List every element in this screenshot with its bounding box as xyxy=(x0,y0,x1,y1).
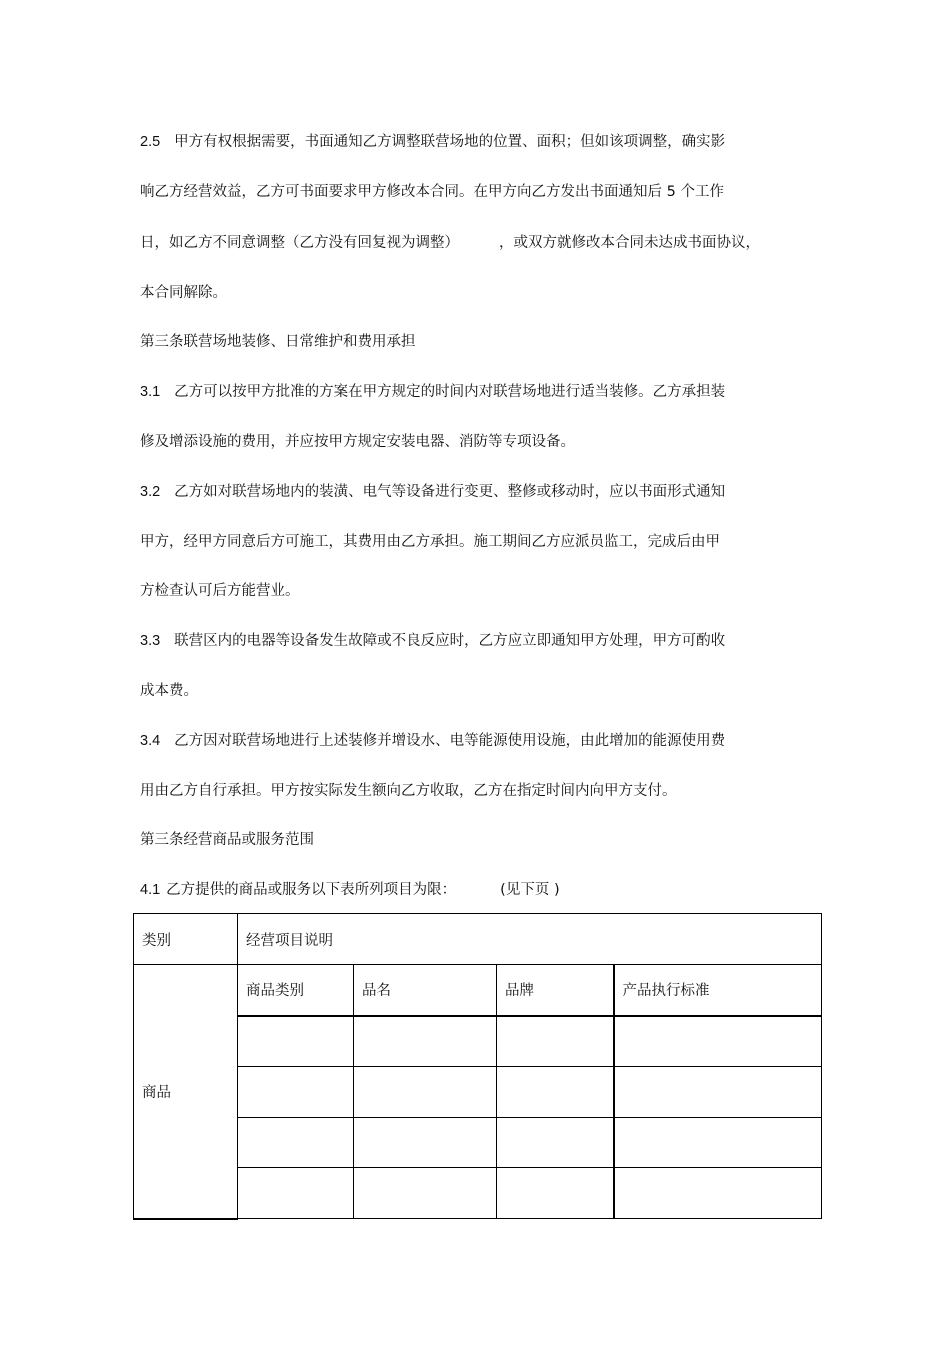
clause-text-b: ，或双方就修改本合同未达成书面协议， xyxy=(499,235,760,251)
table-row xyxy=(134,1016,822,1067)
table-subheader-row xyxy=(134,965,822,1016)
table-cell[interactable] xyxy=(238,1016,354,1067)
table-column-header: 商品类别 xyxy=(238,965,354,1016)
table-cell[interactable] xyxy=(497,1067,614,1118)
clause-text: 乙方如对联营场地内的装潢、电气等设备进行变更、整修或移动时，应以书面形式通知 xyxy=(174,484,726,500)
table-cell[interactable] xyxy=(614,1168,822,1219)
clause-number: 2.5 xyxy=(140,134,161,150)
clause-3-3-line-1 xyxy=(140,631,725,651)
table-cell[interactable] xyxy=(238,1118,354,1168)
clause-2-5-line-4: 本合同解除。 xyxy=(140,285,227,301)
table-cell[interactable] xyxy=(497,1016,614,1067)
clause-3-1-line-1 xyxy=(140,382,725,402)
table-row xyxy=(134,1168,822,1219)
table-header-row xyxy=(134,914,822,965)
clause-number: 3.2 xyxy=(140,484,161,500)
table-cell[interactable] xyxy=(354,1067,497,1118)
table-cell[interactable] xyxy=(238,1067,354,1118)
clause-2-5-line-3 xyxy=(140,233,760,253)
table-row xyxy=(134,1067,822,1118)
business-scope-table xyxy=(133,913,822,1220)
clause-text: 联营区内的电器等设备发生故障或不良反应时，乙方应立即通知甲方处理，甲方可酌收 xyxy=(174,633,726,649)
clause-number: 3.1 xyxy=(140,384,161,400)
clause-3-4-line-1 xyxy=(140,731,725,751)
table-cell[interactable] xyxy=(497,1168,614,1219)
section-4-heading: 第三条经营商品或服务范围 xyxy=(140,832,314,848)
clause-3-1-line-2: 修及增添设施的费用，并应按甲方规定安装电器、消防等专项设备。 xyxy=(140,434,575,450)
clause-4-1-line-1 xyxy=(140,880,560,900)
clause-number: 3.4 xyxy=(140,733,161,749)
clause-3-3-line-2: 成本费。 xyxy=(140,683,198,699)
table-cell[interactable] xyxy=(614,1016,822,1067)
clause-3-2-line-1 xyxy=(140,482,725,502)
table-cell[interactable] xyxy=(614,1067,822,1118)
clause-text: 甲方有权根据需要，书面通知乙方调整联营场地的位置、面积；但如该项调整，确实影 xyxy=(174,134,726,150)
clause-text: 乙方因对联营场地进行上述装修并增设水、电等能源使用设施，由此增加的能源使用费 xyxy=(174,733,726,749)
clause-number: 3.3 xyxy=(140,633,161,649)
clause-2-5-line-1 xyxy=(140,132,725,152)
clause-text: 乙方可以按甲方批准的方案在甲方规定的时间内对联营场地进行适当装修。乙方承担装 xyxy=(174,384,726,400)
table-column-header: 产品执行标准 xyxy=(614,965,822,1016)
table-column-header: 品名 xyxy=(354,965,497,1016)
table-cell[interactable] xyxy=(354,1016,497,1067)
clause-text-a: 日，如乙方不同意调整（乙方没有回复视为调整） xyxy=(140,235,459,251)
clause-3-2-line-2: 甲方，经甲方同意后方可施工，其费用由乙方承担。施工期间乙方应派员监工，完成后由甲 xyxy=(140,534,720,550)
table-row-label: 商品 xyxy=(134,965,238,1219)
clause-3-2-line-3: 方检查认可后方能营业。 xyxy=(140,583,300,599)
clause-2-5-line-2: 响乙方经营效益，乙方可书面要求甲方修改本合同。在甲方向乙方发出书面通知后 5 个工作 xyxy=(140,184,724,200)
clause-number: 4.1 xyxy=(140,882,161,898)
table-cell[interactable] xyxy=(354,1168,497,1219)
clause-3-4-line-2: 用由乙方自行承担。甲方按实际发生额向乙方收取，乙方在指定时间内向甲方支付。 xyxy=(140,783,677,799)
table-cell[interactable] xyxy=(497,1118,614,1168)
table-cell[interactable] xyxy=(354,1118,497,1168)
table-column-header: 品牌 xyxy=(497,965,614,1016)
table-row xyxy=(134,1118,822,1168)
table-header-category: 类别 xyxy=(134,914,238,965)
table-header-description: 经营项目说明 xyxy=(238,914,822,965)
table-cell[interactable] xyxy=(238,1168,354,1219)
clause-note: (见下页 ) xyxy=(500,882,560,898)
table-cell[interactable] xyxy=(614,1118,822,1168)
clause-text: 乙方提供的商品或服务以下表所列项目为限： xyxy=(166,882,457,898)
section-3-heading: 第三条联营场地装修、日常维护和费用承担 xyxy=(140,334,416,350)
